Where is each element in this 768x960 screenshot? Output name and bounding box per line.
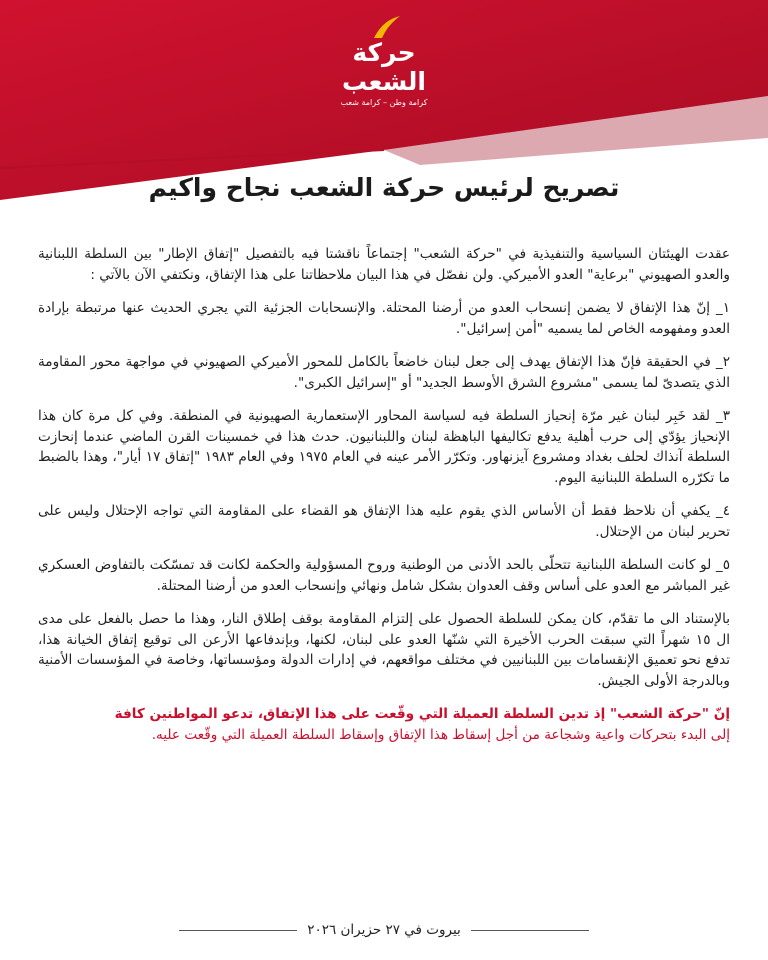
logo-line-2: الشعب — [342, 67, 426, 96]
logo-swoosh-icon — [370, 14, 402, 40]
point-2: ٢_ في الحقيقة فإنّ هذا الإتفاق يهدف إلى جعل لبنان خاضعاً بالكامل للمحور الأميركي الصهيوني في مواجهة محور المقاومة الذي يتصدىّ لما يسمى "مشروع الشرق الأوسط الجديد" أو "إسرائيل الكبرى". — [38, 354, 730, 391]
intro-paragraph: عقدت الهيئتان السياسية والتنفيذية في "حركة الشعب" إجتماعاً ناقشتا فيه بالتفصيل "إتفاق الإطار" بين السلطة اللبنانية والعدو الصهيوني "برعاية" العدو الأميركي. ولن نفصّل في هذا البيان ملاحظاتنا على هذا الإتفاق، ونكتفي الآن بالآتي : — [38, 246, 730, 283]
signature-line — [60, 922, 708, 938]
point-4: ٤_ يكفي أن نلاحظ فقط أن الأساس الذي يقوم عليه هذا الإتفاق هو القضاء على المقاومة التي تواجه الإحتلال وليس على تحرير لبنان من الإحتلال. — [38, 503, 730, 540]
statement-body — [38, 244, 730, 758]
point-3: ٣_ لقد خَبِر لبنان غير مرّة إنحياز السلطة فيه لسياسة المحاور الإستعمارية الصهيونية في المنطقة. وفي كل مرة كان هذا الإنحياز يؤدّي إلى حرب أهلية يدفع تكاليفها الباهظة لبنان واللبنانيون. حدث هذا في خمسينات القرن الماضي عندما إنحازت السلطة آنذاك لحلف بغداد ومشروع آيزنهاور. وتكرّر الأمر عينه في العام ١٩٧٥ وفي العام ١٩٨٣ "إتفاق ١٧ أيار"، وهذا بالضبط ما تكرّره السلطة اللبنانية اليوم. — [38, 408, 730, 486]
point-1: ١_ إنّ هذا الإتفاق لا يضمن إنسحاب العدو من أرضنا المحتلة. والإنسحابات الجزئية التي يجري الحديث عنها مرتبطة بإرادة العدو ومفهومه الخاص لما يسميه "أمن إسرائيل". — [38, 300, 730, 337]
signature-text: بيروت في ٢٧ حزيران ٢٠٢٦ — [307, 922, 461, 938]
logo-tagline: كرامة وطن – كرامة شعب — [340, 98, 428, 107]
brand-logo — [318, 8, 450, 112]
logo-line-1: حركة — [352, 38, 416, 67]
point-5: ٥_ لو كانت السلطة اللبنانية تتحلّى بالحد الأدنى من الوطنية وروح المسؤولية والحكمة لكانت قد تمسّكت بالتفاوض العسكري غير المباشر مع العدو على أساس وقف العدوان بشكل شامل ونهائي وإنسحاب العدو من أرضنا المحتلة. — [38, 557, 730, 594]
signature-rule-right — [471, 930, 589, 931]
closing-call-continued: إلى البدء بتحركات واعية وشجاعة من أجل إسقاط هذا الإتفاق وإسقاط السلطة العميلة التي وقّعت عليه. — [151, 726, 730, 743]
signature-rule-left — [179, 930, 297, 931]
statement-title: تصريح لرئيس حركة الشعب نجاح واكيم — [148, 173, 620, 202]
conclusion-paragraph: بالإستناد الى ما تقدّم، كان يمكن للسلطة الحصول على إلتزام المقاومة بوقف إطلاق النار، وهذا ما حصل بالفعل على مدى ال ١٥ شهراً التي سبقت الحرب الأخيرة التي شنّها العدو على لبنان، لكنها، وبإندفاعها الأرعن الى توقيع إتفاق الخيانة هذا، تدفع نحو تعميق الإنقسامات بين اللبنانيين في مختلف مواقعهم، في إدارات الدولة ومؤسساتها، وخاصة في المؤسسات الأمنية وبالدرجة الأولى الجيش. — [38, 611, 730, 689]
closing-call: إنّ "حركة الشعب" إذ تدين السلطة العميلة التي وقّعت على هذا الإتفاق، تدعو المواطنين كافة — [114, 706, 730, 722]
